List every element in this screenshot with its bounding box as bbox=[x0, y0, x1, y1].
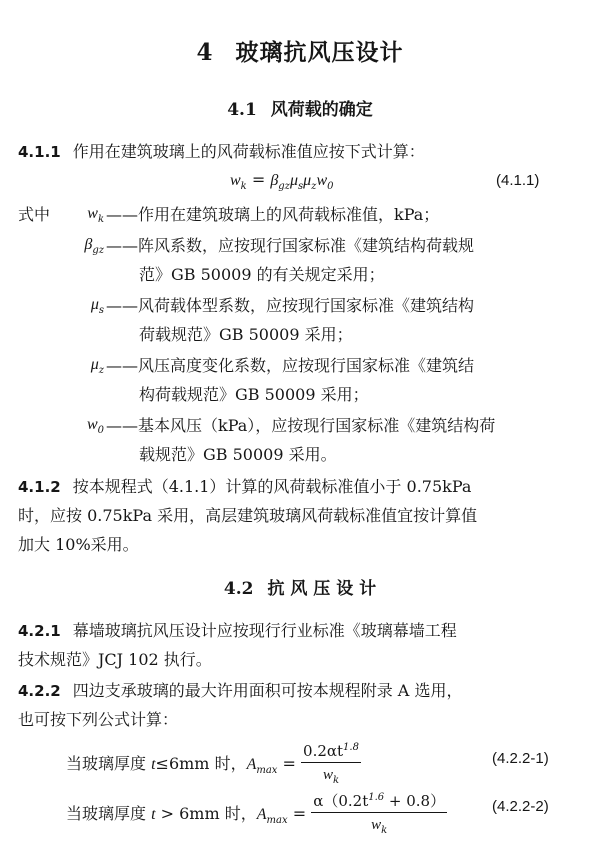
def-symbol-sub: gz bbox=[92, 245, 104, 257]
def-symbol: β bbox=[84, 236, 93, 253]
fraction bbox=[311, 788, 447, 841]
formula-t: t bbox=[151, 756, 156, 773]
def-symbol-mu-s bbox=[52, 294, 104, 316]
clause-4-1-2 bbox=[18, 475, 471, 499]
def-symbol: μ bbox=[90, 296, 99, 313]
clause-4-2-2-line-2: 也可按下列公式计算： bbox=[18, 710, 179, 729]
def-line: 风荷载体型系数，应按现行国家标准《建筑结构 bbox=[138, 296, 475, 315]
formula-beta: β bbox=[270, 172, 279, 189]
def-symbol-sub: z bbox=[98, 365, 104, 377]
def-text-mu-s-cont: 荷载规范》GB 50009 采用； bbox=[139, 325, 353, 344]
formula-mu-z-sub: z bbox=[311, 181, 317, 193]
def-dash: —— bbox=[106, 356, 138, 375]
chapter-number: 4 bbox=[196, 39, 214, 66]
numerator-text: α（0.2t bbox=[313, 792, 369, 810]
formula-mu-s-sub: s bbox=[297, 181, 304, 193]
def-dash: —— bbox=[106, 416, 138, 435]
section-heading-4-2 bbox=[0, 574, 600, 599]
def-text-mu-s bbox=[106, 294, 474, 318]
clause-line: 按本规程式（4.1.1）计算的风荷载标准值小于 0.75kPa bbox=[72, 477, 472, 496]
formula-A-sub: max bbox=[256, 765, 278, 777]
def-symbol-wk bbox=[52, 203, 104, 225]
clause-4-2-1 bbox=[18, 619, 457, 643]
def-text-beta-gz-cont: 范》GB 50009 的有关规定采用； bbox=[139, 265, 385, 284]
denominator-symbol: w bbox=[371, 817, 382, 833]
formula-4-1-1 bbox=[230, 170, 333, 192]
section-number: 4.1 bbox=[227, 100, 257, 120]
def-symbol-sub: s bbox=[98, 305, 104, 317]
clause-4-2-2 bbox=[18, 679, 462, 703]
formula-A: A bbox=[256, 806, 267, 823]
clause-4-1-2-line-3: 加大 10%采用。 bbox=[18, 535, 139, 554]
section-number: 4.2 bbox=[223, 579, 254, 599]
numerator-exponent: 1.8 bbox=[343, 742, 359, 753]
def-text-beta-gz bbox=[106, 234, 474, 258]
formula-w0-sub: 0 bbox=[327, 181, 334, 193]
def-symbol-sub: 0 bbox=[97, 425, 104, 437]
def-symbol-mu-z bbox=[52, 354, 104, 376]
clause-4-1-1 bbox=[18, 140, 425, 164]
fraction-numerator bbox=[301, 738, 361, 763]
clause-line: 幕墙玻璃抗风压设计应按现行行业标准《玻璃幕墙工程 bbox=[72, 621, 457, 640]
def-symbol-beta-gz bbox=[52, 234, 104, 256]
chapter-title: 玻璃抗风压设计 bbox=[235, 39, 404, 66]
section-heading-4-1 bbox=[0, 95, 600, 120]
formula-condition: 当玻璃厚度 bbox=[66, 754, 152, 773]
formula-w0: w bbox=[316, 172, 328, 189]
denominator-sub: k bbox=[381, 825, 388, 836]
fraction-numerator bbox=[311, 788, 447, 813]
formula-equals: = bbox=[287, 804, 312, 823]
formula-beta-sub: gz bbox=[278, 181, 290, 193]
formula-condition-op: ≤6mm 时， bbox=[155, 754, 247, 773]
clause-number: 4.1.1 bbox=[18, 143, 61, 161]
def-text-wk bbox=[106, 203, 439, 227]
chapter-heading bbox=[0, 34, 600, 67]
def-text-w0-cont: 载规范》GB 50009 采用。 bbox=[139, 445, 337, 464]
def-symbol: w bbox=[86, 416, 98, 433]
formula-A: A bbox=[246, 756, 257, 773]
def-symbol: μ bbox=[90, 356, 99, 373]
formula-t: t bbox=[151, 806, 156, 823]
def-text-w0 bbox=[106, 414, 495, 438]
section-title: 抗 风 压 设 计 bbox=[267, 579, 377, 599]
equation-number-4-1-1: (4.1.1) bbox=[496, 172, 540, 189]
section-title: 风荷载的确定 bbox=[270, 100, 373, 120]
clause-number: 4.1.2 bbox=[18, 478, 61, 496]
formula-equals: = bbox=[277, 754, 302, 773]
numerator-text: 0.2αt bbox=[303, 742, 344, 760]
clause-4-2-1-line-2: 技术规范》JCJ 102 执行。 bbox=[18, 650, 212, 669]
equation-number-4-2-2-2: (4.2.2-2) bbox=[492, 798, 549, 815]
numerator-exponent: 1.6 bbox=[368, 792, 385, 803]
def-symbol: w bbox=[87, 205, 98, 222]
fraction-denominator bbox=[311, 813, 447, 841]
def-line: 风压高度变化系数，应按现行国家标准《建筑结 bbox=[138, 356, 475, 375]
formula-A-sub: max bbox=[266, 815, 288, 827]
formula-lhs: w bbox=[230, 172, 241, 189]
def-line: 基本风压（kPa），应按现行国家标准《建筑结构荷 bbox=[138, 416, 496, 435]
def-symbol-w0 bbox=[52, 414, 104, 436]
clause-line: 四边支承玻璃的最大许用面积可按本规程附录 A 选用， bbox=[72, 681, 463, 700]
numerator-text-tail: + 0.8） bbox=[384, 792, 446, 810]
formula-4-2-2-2 bbox=[66, 788, 447, 841]
def-symbol-sub: k bbox=[97, 214, 104, 226]
def-dash: —— bbox=[106, 205, 138, 224]
definitions-intro: 式中 bbox=[18, 205, 51, 224]
fraction-denominator bbox=[301, 763, 361, 791]
formula-condition: 当玻璃厚度 bbox=[66, 804, 152, 823]
fraction bbox=[301, 738, 361, 791]
denominator-symbol: w bbox=[322, 767, 333, 783]
def-line: 阵风系数，应按现行国家标准《建筑结构荷载规 bbox=[138, 236, 475, 255]
formula-equals: = bbox=[246, 170, 271, 189]
def-text-mu-z bbox=[106, 354, 474, 378]
clause-text: 作用在建筑玻璃上的风荷载标准值应按下式计算： bbox=[72, 142, 425, 161]
formula-4-2-2-1 bbox=[66, 738, 361, 791]
def-line: 作用在建筑玻璃上的风荷载标准值，kPa； bbox=[138, 205, 440, 224]
formula-mu-z: μ bbox=[303, 172, 312, 189]
clause-number: 4.2.2 bbox=[18, 682, 61, 700]
formula-lhs-sub: k bbox=[240, 181, 247, 193]
denominator-sub: k bbox=[332, 775, 340, 786]
def-dash: —— bbox=[106, 236, 138, 255]
def-dash: —— bbox=[106, 296, 138, 315]
def-text-mu-z-cont: 构荷载规范》GB 50009 采用； bbox=[139, 385, 369, 404]
clause-number: 4.2.1 bbox=[18, 622, 61, 640]
equation-number-4-2-2-1: (4.2.2-1) bbox=[492, 750, 549, 767]
formula-mu-s: μ bbox=[289, 172, 298, 189]
formula-condition-op: > 6mm 时， bbox=[155, 804, 257, 823]
clause-4-1-2-line-2: 时，应按 0.75kPa 采用，高层建筑玻璃风荷载标准值宜按计算值 bbox=[18, 506, 478, 525]
